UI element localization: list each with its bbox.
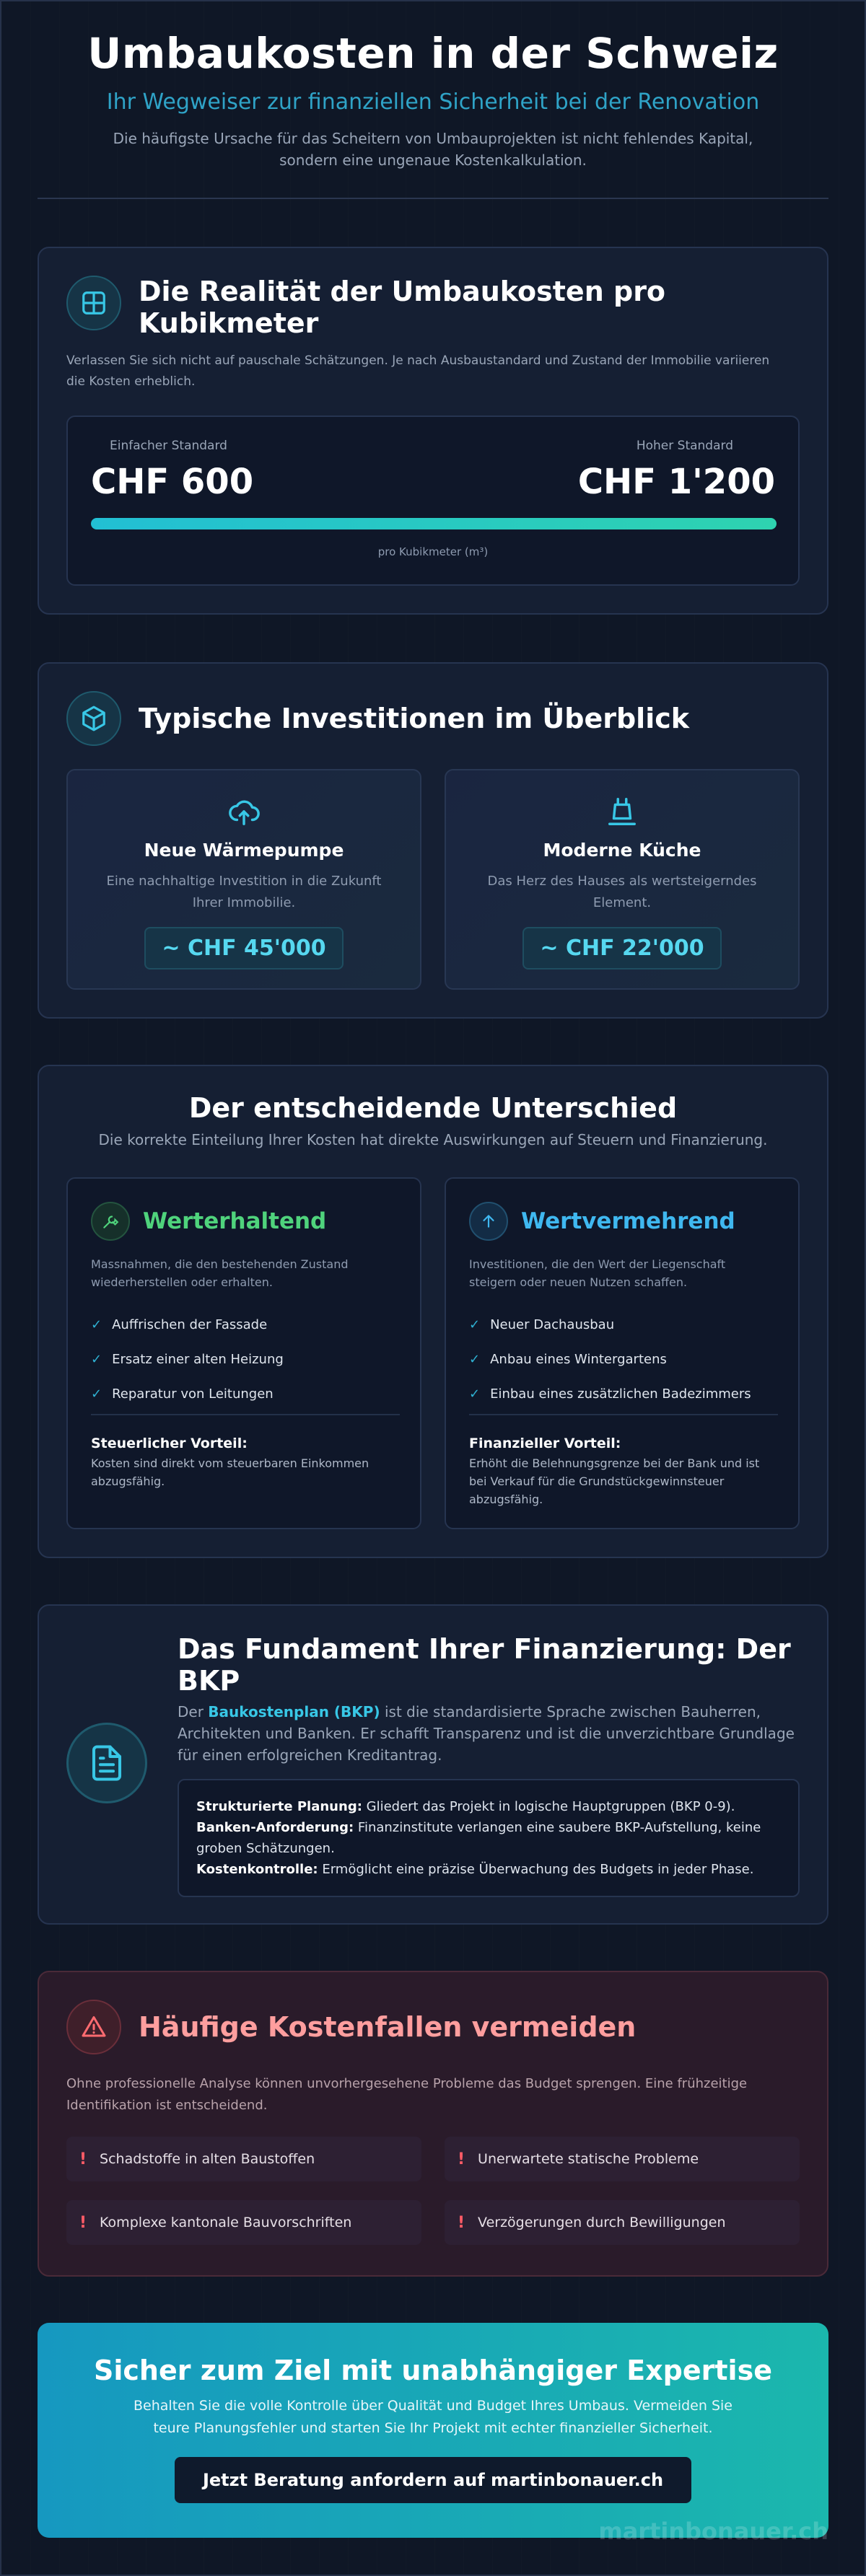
investment-title: Neue Wärmepumpe: [144, 840, 344, 861]
advantage-text: Erhöht die Belehnungsgrenze bei der Bank und ist bei Verkauf für die Grundstückgewinnsteuer abzugsfähig.: [469, 1456, 760, 1506]
point-text: Finanzinstitute verlangen eine saubere BKP-Aufstellung, keine groben Schätzungen.: [196, 1820, 761, 1856]
cta-text-line: Behalten Sie die volle Kontrolle über Qualität und Budget Ihres Umbaus. Vermeiden Sie: [134, 2398, 732, 2414]
exclamation-icon: !: [458, 2150, 465, 2168]
value-preserving-column: [66, 1177, 421, 1529]
investment-desc: Eine nachhaltige Investition in die Zukunft Ihrer Immobilie.: [106, 874, 382, 910]
card-header: [66, 691, 689, 746]
point-text: Ermöglicht eine präzise Überwachung des Budgets in jeder Phase.: [318, 1862, 754, 1877]
check-list: [91, 1307, 284, 1411]
investment-item: [445, 769, 800, 990]
list-item: [91, 1376, 284, 1411]
wrench-icon: [91, 1202, 130, 1241]
warning-icon: [66, 2000, 121, 2054]
check-icon: ✓: [469, 1351, 481, 1367]
trap-label: Unerwartete statische Probleme: [478, 2151, 699, 2167]
section-title: Die Realität der Umbaukosten pro Kubikmeter: [139, 276, 666, 339]
cost-trap-item: [66, 2137, 421, 2181]
investment-price: ~ CHF 22'000: [522, 927, 721, 970]
kitchen-icon: [446, 795, 798, 831]
bkp-card: [38, 1604, 828, 1925]
column-title: Werterhaltend: [143, 1208, 327, 1234]
list-item-label: Neuer Dachausbau: [490, 1316, 615, 1332]
trap-label: Schadstoffe in alten Baustoffen: [100, 2151, 315, 2167]
list-item: [91, 1342, 284, 1376]
column-divider: [91, 1414, 400, 1415]
cloud-upload-icon: [68, 795, 420, 831]
text-part: ist die standardisierte Sprache zwischen Bauherren, Architekten und Banken. Er schafft Transparenz und ist die unverzichtbare Grundlage für einen erfolgreichen Kreditantrag.: [178, 1703, 795, 1764]
cost-trap-item: [445, 2200, 800, 2245]
high-standard-label: Hoher Standard: [636, 439, 733, 453]
advantage-text: Kosten sind direkt vom steuerbaren Einkommen abzugsfähig.: [91, 1456, 369, 1488]
check-icon: ✓: [469, 1386, 481, 1402]
advantage-title: Steuerlicher Vorteil:: [91, 1436, 248, 1451]
low-standard-label: Einfacher Standard: [110, 439, 227, 453]
section-title: Häufige Kostenfallen vermeiden: [139, 2011, 637, 2043]
list-item: [469, 1307, 751, 1342]
cube-icon: [66, 691, 121, 746]
check-icon: ✓: [91, 1316, 102, 1332]
low-standard-price: CHF 600: [91, 462, 254, 502]
trap-label: Komplexe kantonale Bauvorschriften: [100, 2215, 352, 2230]
bkp-points-box: [178, 1779, 800, 1897]
investments-card: [38, 662, 828, 1019]
column-title: Wertvermehrend: [521, 1208, 735, 1234]
column-desc: Massnahmen, die den bestehenden Zustand wiederherstellen oder erhalten.: [91, 1257, 349, 1289]
cta-title: Sicher zum Ziel mit unabhängiger Expertise: [94, 2355, 772, 2386]
cost-traps-card: [38, 1971, 828, 2277]
price-range-bar: [91, 518, 777, 529]
check-icon: ✓: [91, 1351, 102, 1367]
difference-card: [38, 1065, 828, 1558]
section-title: Das Fundament Ihrer Finanzierung: Der BKP: [178, 1633, 791, 1697]
cta-banner: [38, 2323, 828, 2545]
list-item: [469, 1342, 751, 1376]
point-label: Kostenkontrolle:: [196, 1862, 318, 1877]
check-icon: ✓: [469, 1316, 481, 1332]
cost-trap-item: [66, 2200, 421, 2245]
header-divider: [38, 198, 828, 199]
bkp-point: [196, 1859, 781, 1880]
investment-item: [66, 769, 421, 990]
list-item-label: Ersatz einer alten Heizung: [112, 1351, 284, 1367]
section-title: Typische Investitionen im Überblick: [139, 703, 690, 734]
investment-price: ~ CHF 45'000: [144, 927, 343, 970]
section-text: [178, 1701, 805, 1766]
value-adding-column: [445, 1177, 800, 1529]
exclamation-icon: !: [79, 2213, 87, 2232]
high-standard-price: CHF 1'200: [577, 462, 775, 502]
bkp-point: [196, 1796, 781, 1817]
unit-label: pro Kubikmeter (m³): [377, 545, 489, 558]
section-intro: Ohne professionelle Analyse können unvorhergesehene Probleme das Budget sprengen. Eine frühzeitige Identifikation ist entscheidend.: [66, 2076, 748, 2113]
investment-desc: Das Herz des Hauses als wertsteigerndes Element.: [487, 874, 757, 910]
text-part: Der: [178, 1703, 209, 1720]
column-desc: Investitionen, die den Wert der Liegenschaft steigern oder neuen Nutzen schaffen.: [469, 1257, 726, 1289]
cta-text: [38, 2395, 828, 2440]
point-text: Gliedert das Projekt in logische Hauptgruppen (BKP 0-9).: [362, 1799, 735, 1814]
check-list: [469, 1307, 751, 1411]
arrow-up-icon: [469, 1202, 508, 1241]
exclamation-icon: !: [458, 2213, 465, 2232]
advantage-title: Finanzieller Vorteil:: [469, 1436, 621, 1451]
page-title: Umbaukosten in der Schweiz: [87, 29, 779, 78]
bkp-point: [196, 1817, 781, 1859]
card-header: [66, 2000, 636, 2054]
page-subtitle: Ihr Wegweiser zur finanziellen Sicherheit bei der Renovation: [106, 89, 760, 115]
description-line: sondern eine ungenaue Kostenkalkulation.: [279, 151, 587, 169]
list-item: [91, 1307, 284, 1342]
cost-per-cubic-meter-card: [38, 247, 828, 615]
description-line: Die häufigste Ursache für das Scheitern von Umbauprojekten ist nicht fehlendes Kapital,: [113, 130, 753, 147]
page-description: [38, 128, 828, 171]
page-header: [38, 29, 828, 171]
point-label: Banken-Anforderung:: [196, 1820, 354, 1835]
column-header: [469, 1202, 735, 1241]
cost-trap-item: [445, 2137, 800, 2181]
price-range-panel: [66, 416, 800, 586]
list-item: [469, 1376, 751, 1411]
list-item-label: Anbau eines Wintergartens: [490, 1351, 667, 1367]
list-item-label: Einbau eines zusätzlichen Badezimmers: [490, 1386, 751, 1402]
list-item-label: Auffrischen der Fassade: [112, 1316, 268, 1332]
consultation-button[interactable]: Jetzt Beratung anfordern auf martinbonauer.ch: [175, 2457, 691, 2503]
column-header: [91, 1202, 326, 1241]
list-item-label: Reparatur von Leitungen: [112, 1386, 274, 1402]
section-intro: Verlassen Sie sich nicht auf pauschale Schätzungen. Je nach Ausbaustandard und Zustand der Immobilie variieren die Kosten erheblich.: [66, 353, 770, 389]
section-subtitle: Die korrekte Einteilung Ihrer Kosten hat direkte Auswirkungen auf Steuern und Finanzierung.: [98, 1131, 768, 1148]
bkp-highlight: Baukostenplan (BKP): [208, 1703, 380, 1720]
document-icon: [66, 1723, 147, 1803]
trap-label: Verzögerungen durch Bewilligungen: [478, 2215, 726, 2230]
point-label: Strukturierte Planung:: [196, 1799, 362, 1814]
watermark: martinbonauer.ch: [598, 2518, 828, 2545]
grid-icon: [66, 276, 121, 330]
card-header: [66, 276, 687, 339]
section-title: Der entscheidende Unterschied: [188, 1092, 678, 1124]
check-icon: ✓: [91, 1386, 102, 1402]
cta-text-line: teure Planungsfehler und starten Sie Ihr Projekt mit echter finanzieller Sicherheit.: [153, 2420, 713, 2436]
column-divider: [469, 1414, 778, 1415]
exclamation-icon: !: [79, 2150, 87, 2168]
investment-title: Moderne Küche: [543, 840, 701, 861]
